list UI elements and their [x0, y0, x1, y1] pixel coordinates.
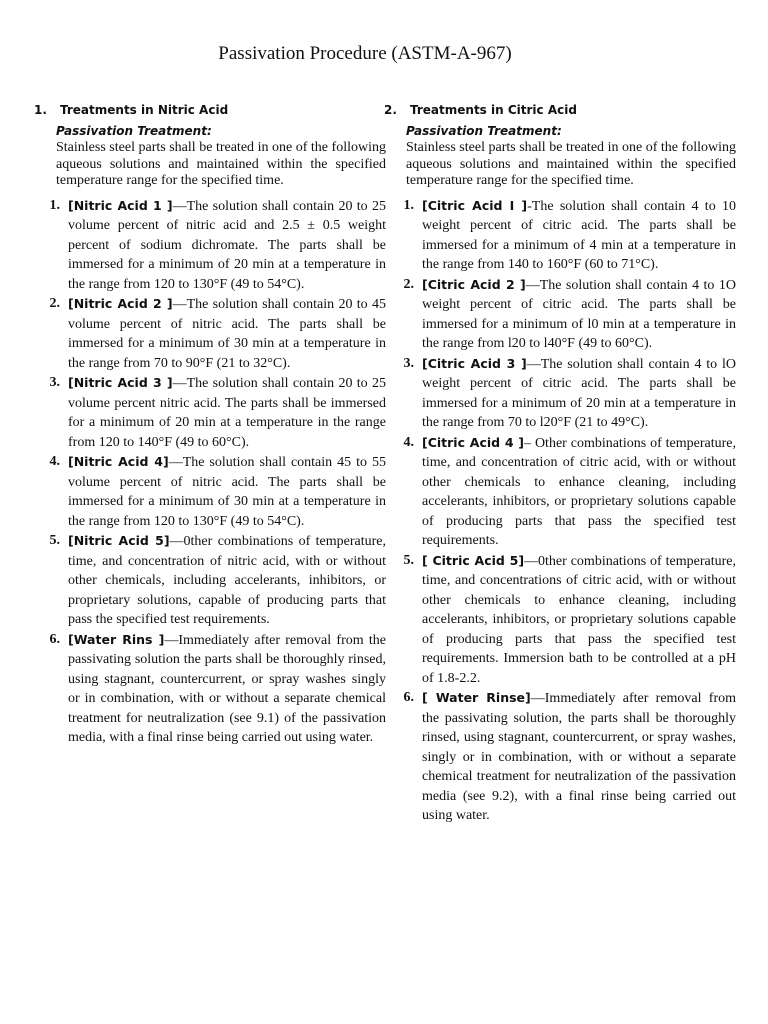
- section-title: Treatments in Citric Acid: [410, 103, 577, 117]
- item-body: [422, 551, 736, 689]
- item-text: —Immediately after removal from the passivating solution, the parts shall be thoroughly rinsed, using stagnant, countercurrent, or spray washes, singly or in combination, with or without a separate chemical treatment for neutralization of the passivation media (see 9.2), with a final rinse being carried out using water.: [422, 691, 736, 823]
- treatment-list: [384, 196, 736, 826]
- item-number: 6.: [49, 631, 60, 647]
- item-text: —The solution shall contain 4 to lO weight percent of citric acid. The parts shall be immersed for a minimum of 20 min at a temperature in the range from 70 to l20°F (21 to 49°C).: [422, 356, 736, 430]
- section-number: 1.: [34, 103, 47, 117]
- list-item: [34, 630, 386, 748]
- section-subheading: Passivation Treatment:: [56, 124, 212, 138]
- section-subheading: Passivation Treatment:: [406, 124, 562, 138]
- list-item: [34, 452, 386, 531]
- list-item: [34, 531, 386, 630]
- item-text: —The solution shall contain 20 to 25 volume percent of nitric acid and 2.5 ± 0.5 weight percent of sodium dichromate. The parts shall be immersed for a minimum of 20 min at a temperature in the range from 120 to 130°F (49 to 54°C).: [68, 198, 386, 292]
- item-body: [68, 373, 386, 452]
- item-number: 3.: [403, 355, 414, 371]
- item-label: [Nitric Acid 4]: [68, 454, 169, 469]
- item-label: [Nitric Acid 1 ]: [68, 197, 173, 213]
- item-label: [Water Rins ]: [68, 631, 165, 647]
- item-number: 4.: [49, 454, 60, 469]
- item-text: —0ther combinations of temperature, time, and concentration of nitric acid, with or without other chemicals, including accelerants, inhibitors, or proprietary solutions, capable of producing parts that pass the specified test requirements.: [68, 534, 386, 627]
- item-label: [Nitric Acid 5]: [68, 533, 170, 548]
- item-body: [422, 196, 736, 275]
- item-body: [68, 196, 386, 295]
- list-item: [384, 688, 736, 826]
- item-number: 1.: [403, 197, 414, 213]
- document-title: Passivation Procedure (ASTM-A-967): [218, 43, 512, 64]
- item-number: 5.: [49, 533, 60, 548]
- item-text: —The solution shall contain 20 to 25 volume percent nitric acid. The parts shall be immersed for a minimum of 20 min at a temperature in the range from 120 to 140°F (49 to 60°C).: [68, 376, 386, 450]
- item-body: [68, 294, 386, 373]
- item-label: [Citric Acid 4 ]: [422, 434, 525, 450]
- section-intro: Stainless steel parts shall be treated in one of the following aqueous solutions and maintained within the specified temperature range for the specified time.: [406, 140, 736, 188]
- list-item: [384, 275, 736, 354]
- list-item: [384, 354, 736, 433]
- section-intro: Stainless steel parts shall be treated in one of the following aqueous solutions and maintained within the specified temperature range for the specified time.: [56, 140, 386, 188]
- item-label: [ Citric Acid 5]: [422, 552, 525, 568]
- item-text: —Immediately after removal from the passivating solution the parts shall be thoroughly rinsed, using stagnant, countercurrent, or spray washes singly or in combination, with or without a separate chemical treatment for neutralization (see 9.1) of the passivation media, with a final rinse being carried out using water.: [68, 632, 386, 745]
- item-number: 3.: [49, 375, 60, 390]
- item-number: 5.: [403, 552, 414, 568]
- list-item: [34, 294, 386, 373]
- item-label: [Citric Acid I ]: [422, 197, 528, 213]
- list-item: [34, 373, 386, 452]
- item-number: 2.: [403, 276, 414, 292]
- item-text: —The solution shall contain 20 to 45 volume percent of nitric acid. The parts shall be immersed for a minimum of 30 min at a temperature in the range from 70 to 90°F (21 to 32°C).: [68, 297, 386, 371]
- list-item: [34, 196, 386, 295]
- section-number: 2.: [384, 103, 397, 117]
- item-number: 2.: [49, 296, 60, 311]
- item-label: [Nitric Acid 3 ]: [68, 375, 173, 390]
- item-body: [422, 688, 736, 826]
- list-item: [384, 433, 736, 551]
- treatment-list: [34, 196, 386, 748]
- item-body: [68, 452, 386, 531]
- item-label: [Citric Acid 3 ]: [422, 355, 527, 371]
- item-body: [422, 433, 736, 551]
- item-body: [422, 275, 736, 354]
- item-number: 4.: [403, 434, 414, 450]
- section-heading: [384, 103, 736, 117]
- item-text: -The solution shall contain 4 to 10 weight percent of citric acid. The parts shall be immersed for a minimum of 4 min at a temperature in the range from 140 to 160°F (60 to 71°C).: [422, 198, 736, 272]
- item-label: [Citric Acid 2 ]: [422, 276, 526, 292]
- citric-acid-section: [384, 103, 736, 826]
- list-item: [384, 196, 736, 275]
- item-text: —The solution shall contain 4 to 1O weight percent of citric acid. The parts shall be immersed for a minimum of l0 min at a temperature in the range from l20 to l40°F (49 to 60°C).: [422, 277, 737, 351]
- item-body: [422, 354, 736, 433]
- item-body: [68, 531, 386, 630]
- item-label: [ Water Rinse]: [422, 690, 531, 705]
- item-body: [68, 630, 386, 748]
- section-title: Treatments in Nitric Acid: [60, 103, 229, 117]
- item-label: [Nitric Acid 2 ]: [68, 296, 173, 311]
- section-heading: [34, 103, 386, 117]
- item-text: – Other combinations of temperature, time, and concentration of citric acid, with or without other chemicals to enhance cleaning, including accelerants, inhibitors, or proprietary solutions capable of producing parts that pass the specified test requirements.: [422, 435, 736, 548]
- item-text: —The solution shall contain 45 to 55 volume percent of nitric acid. The parts shall be immersed for a minimum of 30 min at a temperature in the range from 120 to 130°F (49 to 54°C).: [68, 455, 386, 529]
- item-text: —0ther combinations of temperature, time, and concentrations of citric acid, with or without other chemicals to enhance cleaning, including accelerants, inhibitors, or proprietary solutions capable of producing parts that pass the specified test requirements. Immersion bath to be controlled at a pH of 1.8-2.2.: [422, 553, 736, 686]
- nitric-acid-section: [34, 103, 386, 748]
- item-number: 1.: [49, 197, 60, 213]
- item-number: 6.: [403, 690, 414, 705]
- list-item: [384, 551, 736, 689]
